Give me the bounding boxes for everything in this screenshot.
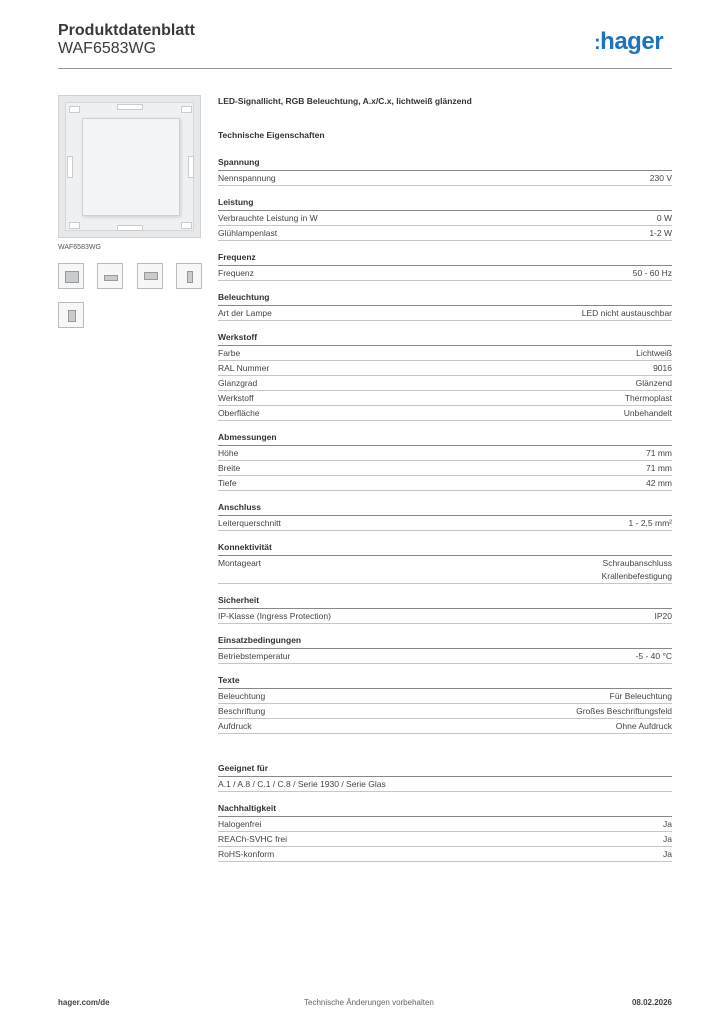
- row-value-line: Unbehandelt: [623, 408, 672, 418]
- row-label: IP-Klasse (Ingress Protection): [218, 611, 331, 621]
- row-value-line: Thermoplast: [624, 393, 672, 403]
- spec-group: [218, 634, 672, 664]
- row-value-line: 1 - 2,5 mm²: [628, 518, 672, 528]
- side-angle-view-icon[interactable]: [58, 302, 84, 328]
- row-value: [646, 477, 672, 490]
- footer-note: Technische Änderungen vorbehalten: [304, 998, 434, 1007]
- spec-group: [218, 291, 672, 321]
- row-value-line: Krallenbefestigung: [601, 571, 672, 581]
- spec-row: [218, 461, 672, 476]
- row-value-line: -5 - 40 °C: [635, 651, 672, 661]
- article-number: WAF6583WG: [58, 40, 157, 57]
- spec-group: [218, 251, 672, 281]
- row-value-line: 71 mm: [646, 448, 672, 458]
- spec-row: [218, 226, 672, 241]
- spec-sheet: [218, 96, 672, 862]
- row-value: [650, 172, 672, 185]
- row-label: Frequenz: [218, 268, 254, 278]
- row-label: Verbrauchte Leistung in W: [218, 213, 318, 223]
- group-title: Sicherheit: [218, 594, 672, 609]
- row-value: [624, 407, 672, 420]
- row-label: Montageart: [218, 558, 261, 568]
- row-value: [582, 307, 672, 320]
- row-label: Betriebstemperatur: [218, 651, 291, 661]
- spec-row: [218, 476, 672, 491]
- row-value: [655, 610, 673, 623]
- row-label: Halogenfrei: [218, 819, 262, 829]
- group-title: Einsatzbedingungen: [218, 634, 672, 649]
- product-description: LED-Signallicht, RGB Beleuchtung, A.x/C.x, lichtweiß glänzend: [218, 96, 472, 106]
- footer-date: 08.02.2026: [631, 998, 672, 1007]
- spec-row: [218, 346, 672, 361]
- tech-heading: Technische Eigenschaften: [218, 130, 325, 140]
- spec-row: [218, 817, 672, 832]
- top-view-icon[interactable]: [97, 263, 123, 289]
- spec-row: [218, 777, 672, 792]
- group-title: Nachhaltigkeit: [218, 802, 672, 817]
- spec-row: [218, 847, 672, 862]
- row-label: Nennspannung: [218, 173, 276, 183]
- row-value-line: Großes Beschriftungsfeld: [576, 706, 672, 716]
- row-value: [663, 848, 672, 861]
- spec-group: [218, 156, 672, 186]
- spec-row: [218, 306, 672, 321]
- spec-row: [218, 361, 672, 376]
- group-title: Geeignet für: [218, 762, 672, 777]
- row-label: REACh-SVHC frei: [218, 834, 287, 844]
- row-value-line: Ja: [663, 834, 672, 844]
- spec-row: [218, 171, 672, 186]
- row-value-line: Ja: [663, 849, 672, 859]
- row-label: RoHS-konform: [218, 849, 275, 859]
- spec-group: [218, 594, 672, 624]
- spec-row: [218, 211, 672, 226]
- row-value-line: 9016: [653, 363, 672, 373]
- row-value: [629, 517, 672, 530]
- group-title: Frequenz: [218, 251, 672, 266]
- spec-group: [218, 196, 672, 241]
- spec-row: [218, 376, 672, 391]
- bottom-view-icon[interactable]: [137, 263, 163, 289]
- row-label: Art der Lampe: [218, 308, 272, 318]
- row-value: [653, 362, 672, 375]
- row-value-line: 230 V: [649, 173, 672, 183]
- row-label: Breite: [218, 463, 241, 473]
- footer-website[interactable]: hager.com/de: [58, 998, 110, 1007]
- row-value-line: Glänzend: [635, 378, 672, 388]
- page-title: Produktdatenblatt: [58, 22, 195, 39]
- group-title: Konnektivität: [218, 541, 672, 556]
- row-label: Tiefe: [218, 478, 237, 488]
- hager-logo: :hager: [594, 28, 664, 55]
- sustainability-group: [218, 802, 672, 862]
- row-value-line: 50 - 60 Hz: [632, 268, 672, 278]
- row-label: Oberfläche: [218, 408, 260, 418]
- spec-row: [218, 516, 672, 531]
- row-label: Glühlampenlast: [218, 228, 278, 238]
- row-value: [576, 705, 672, 718]
- spec-row: [218, 719, 672, 734]
- row-value-line: Schraubanschluss: [602, 558, 672, 568]
- row-label: Glanzgrad: [218, 378, 258, 388]
- spec-group: [218, 331, 672, 421]
- image-caption: WAF6583WG: [58, 244, 101, 251]
- row-label: A.1 / A.8 / C.1 / C.8 / Serie 1930 / Serie Glas: [218, 779, 386, 789]
- row-label: Aufdruck: [218, 721, 252, 731]
- row-value-line: LED nicht austauschbar: [581, 308, 672, 318]
- row-value: [657, 212, 672, 225]
- row-value-line: Für Beleuchtung: [609, 691, 672, 701]
- row-value: [610, 690, 672, 703]
- row-value: [663, 833, 672, 846]
- row-value: [636, 347, 672, 360]
- row-value: [646, 447, 672, 460]
- spec-row: [218, 391, 672, 406]
- row-value: [636, 377, 672, 390]
- spec-row: [218, 832, 672, 847]
- spec-row: [218, 704, 672, 719]
- side-view-icon[interactable]: [176, 263, 202, 289]
- spec-group: [218, 501, 672, 531]
- spec-group: [218, 541, 672, 584]
- row-value: [633, 267, 672, 280]
- row-label: RAL Nummer: [218, 363, 270, 373]
- product-image: [58, 95, 201, 238]
- group-title: Abmessungen: [218, 431, 672, 446]
- frontal-view-icon[interactable]: [58, 263, 84, 289]
- spec-row: [218, 689, 672, 704]
- row-label: Beleuchtung: [218, 691, 266, 701]
- spec-row: [218, 446, 672, 461]
- row-label: Höhe: [218, 448, 239, 458]
- spec-row: [218, 649, 672, 664]
- row-value-line: 71 mm: [646, 463, 672, 473]
- spec-row: [218, 609, 672, 624]
- group-title: Spannung: [218, 156, 672, 171]
- row-label: Leiterquerschnitt: [218, 518, 281, 528]
- spec-row: [218, 406, 672, 421]
- row-value-line: Ja: [663, 819, 672, 829]
- suitable-group: [218, 762, 672, 792]
- spec-group: [218, 431, 672, 491]
- row-value-line: Lichtweiß: [636, 348, 672, 358]
- row-value: [636, 650, 672, 663]
- spec-row: [218, 266, 672, 281]
- row-label: Farbe: [218, 348, 241, 358]
- row-value-line: 42 mm: [646, 478, 672, 488]
- row-value: [602, 557, 672, 583]
- row-value-line: 1-2 W: [649, 228, 672, 238]
- group-title: Leistung: [218, 196, 672, 211]
- group-title: Texte: [218, 674, 672, 689]
- group-title: Werkstoff: [218, 331, 672, 346]
- row-value: [663, 818, 672, 831]
- group-title: Anschluss: [218, 501, 672, 516]
- row-label: Werkstoff: [218, 393, 254, 403]
- row-label: Beschriftung: [218, 706, 266, 716]
- row-value: [649, 227, 672, 240]
- row-value-line: IP20: [654, 611, 672, 621]
- spec-group: [218, 674, 672, 734]
- spec-row: [218, 556, 672, 584]
- row-value: [625, 392, 672, 405]
- row-value-line: Ohne Aufdruck: [615, 721, 672, 731]
- row-value: [646, 462, 672, 475]
- row-value-line: 0 W: [656, 213, 672, 223]
- group-title: Beleuchtung: [218, 291, 672, 306]
- header-divider: [58, 68, 672, 69]
- row-value: [616, 720, 672, 733]
